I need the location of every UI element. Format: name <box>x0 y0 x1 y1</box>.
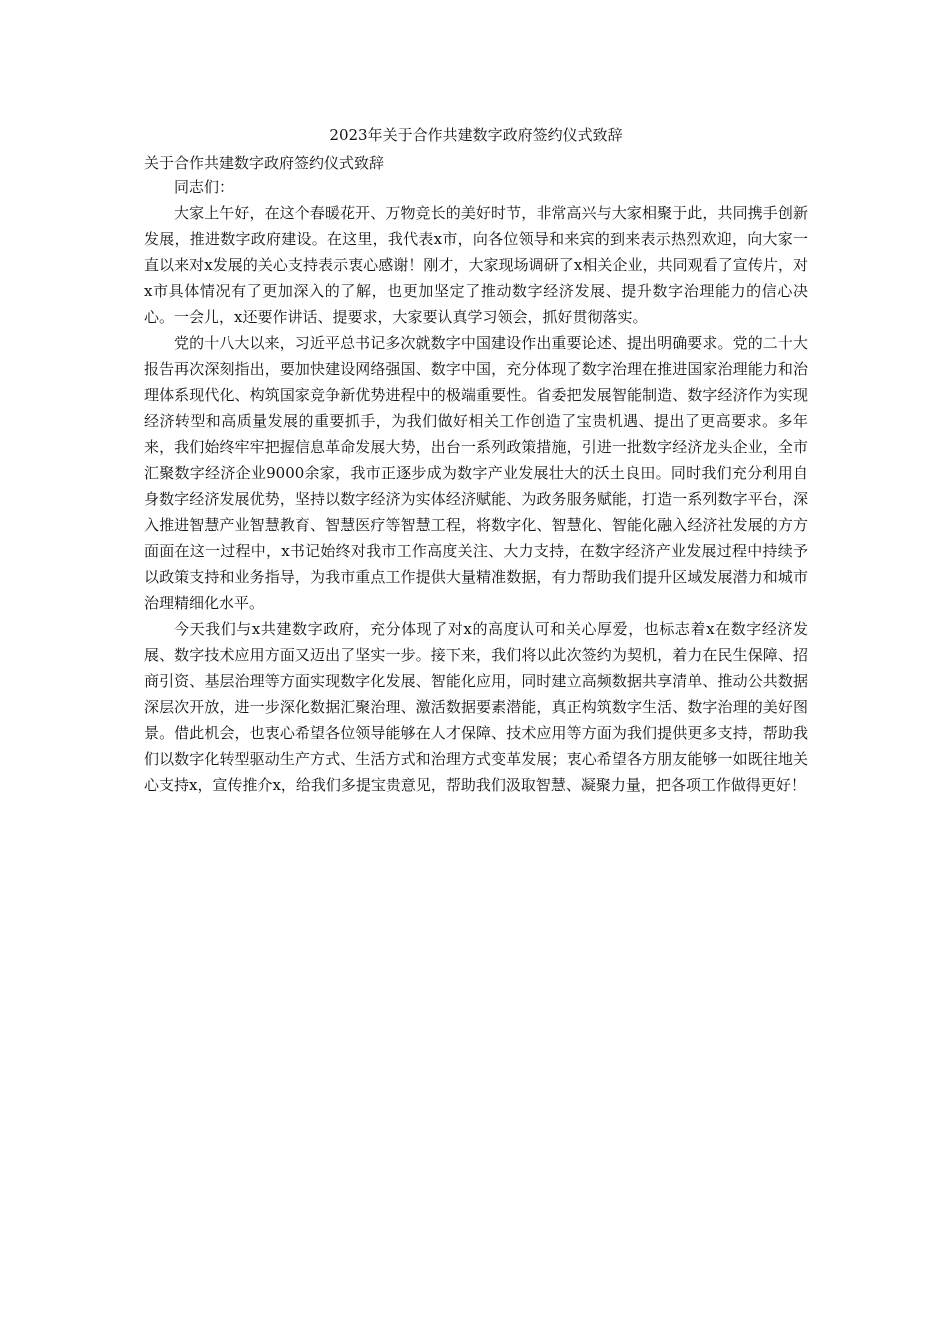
paragraph-2: 党的十八大以来，习近平总书记多次就数字中国建设作出重要论述、提出明确要求。党的二十大报告再次深刻指出，要加快建设网络强国、数字中国，充分体现了数字治理在推进国家治理能力和治理体系现代化、构筑国家竞争新优势进程中的极端重要性。省委把发展智能制造、数字经济作为实现经济转型和高质量发展的重要抓手，为我们做好相关工作创造了宝贵机遇、提出了更高要求。多年来，我们始终牢牢把握信息革命发展大势，出台一系列政策措施，引进一批数字经济龙头企业，全市汇聚数字经济企业9000余家，我市正逐步成为数字产业发展壮大的沃土良田。同时我们充分利用自身数字经济发展优势，坚持以数字经济为实体经济赋能、为政务服务赋能，打造一系列数字平台，深入推进智慧产业智慧教育、智慧医疗等智慧工程，将数字化、智慧化、智能化融入经济社发展的方方面面在这一过程中，x书记始终对我市工作高度关注、大力支持，在数字经济产业发展过程中持续予以政策支持和业务指导，为我市重点工作提供大量精准数据，有力帮助我们提升区域发展潜力和城市治理精细化水平。 <box>144 334 808 612</box>
document-page <box>144 124 808 798</box>
document-subtitle: 关于合作共建数字政府签约仪式致辞 <box>144 154 385 172</box>
paragraph-1: 大家上午好，在这个春暖花开、万物竞长的美好时节，非常高兴与大家相聚于此，共同携手创新发展，推进数字政府建设。在这里，我代表x市，向各位领导和来宾的到来表示热烈欢迎，向大家一直以来对x发展的关心支持表示衷心感谢！刚才，大家现场调研了x相关企业，共同观看了宣传片，对x市具体情况有了更加深入的了解，也更加坚定了推动数字经济发展、提升数字治理能力的信心决心。一会儿，x还要作讲话、提要求，大家要认真学习领会，抓好贯彻落实。 <box>144 204 808 326</box>
document-title: 2023年关于合作共建数字政府签约仪式致辞 <box>329 126 623 144</box>
salutation: 同志们： <box>174 178 235 196</box>
paragraph-3: 今天我们与x共建数字政府，充分体现了对x的高度认可和关心厚爱，也标志着x在数字经济发展、数字技术应用方面又迈出了坚实一步。接下来，我们将以此次签约为契机，着力在民生保障、招商引资、基层治理等方面实现数字化发展、智能化应用，同时建立高频数据共享清单、推动公共数据深层次开放，进一步深化数据汇聚治理、激活数据要素潜能，真正构筑数字生活、数字治理的美好图景。借此机会，也衷心希望各位领导能够在人才保障、技术应用等方面为我们提供更多支持，帮助我们以数字化转型驱动生产方式、生活方式和治理方式变革发展；衷心希望各方朋友能够一如既往地关心支持x，宣传推介x，给我们多提宝贵意见，帮助我们汲取智慧、凝聚力量，把各项工作做得更好！ <box>144 620 808 794</box>
